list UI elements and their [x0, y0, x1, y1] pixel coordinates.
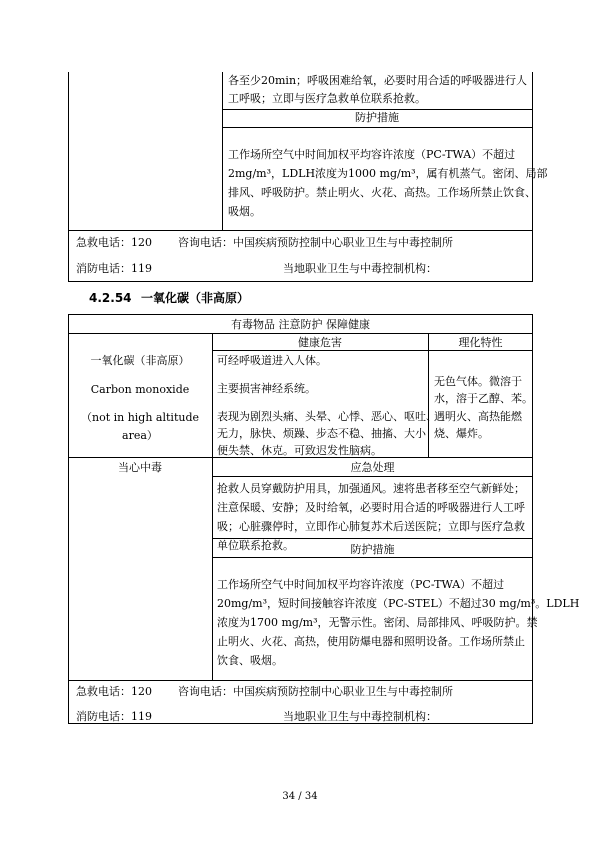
top-protection-line-3: 排风、呼吸防护。禁止明火、火花、高热。工作场所禁止饮食、 — [228, 186, 536, 199]
top-emergency-line-1: 各至少20min；呼吸困难给氧，必要时用合适的呼吸器进行人 — [228, 74, 528, 87]
top-footer-emergency: 急救电话：120 — [76, 236, 152, 249]
health-hazard-header: 健康危害 — [298, 336, 342, 349]
protection-line-4: 止明火、火花、高热，使用防爆电器和照明设备。工作场所禁止 — [217, 635, 525, 648]
emergency-header-rule — [212, 476, 533, 477]
protection-line-3: 浓度为1700 mg/m³，无警示性。密闭、局部排风、呼吸防护。禁 — [217, 616, 538, 629]
card-footer-consult: 咨询电话：中国疾病预防控制中心职业卫生与中毒控制所 — [178, 685, 453, 698]
health-route: 可经呼吸道进入人体。 — [217, 354, 327, 367]
top-emergency-line-2: 工呼吸；立即与医疗急救单位联系抢救。 — [228, 92, 426, 105]
emergency-header: 应急处理 — [350, 461, 395, 474]
emergency-line-4: 单位联系抢救。 — [217, 539, 294, 552]
top-footer-fire: 消防电话：119 — [76, 262, 152, 275]
substance-name-zh: 一氧化碳（非高原） — [90, 354, 190, 367]
warning-label: 当心中毒 — [118, 461, 162, 474]
top-protection-header: 防护措施 — [355, 111, 399, 124]
top-protection-header-rule — [222, 127, 532, 128]
top-footer-consult: 咨询电话：中国疾病预防控制中心职业卫生与中毒控制所 — [178, 236, 453, 249]
substance-name-en-note-1: （not in high altitude — [80, 411, 200, 424]
top-table-inner-divider — [222, 72, 223, 230]
section-number: 4.2.54 — [89, 291, 132, 305]
health-symptoms-2: 无力，脉快、烦躁、步态不稳、抽搐、大小 — [217, 427, 426, 440]
protection-header: 防护措施 — [350, 543, 395, 556]
top-footer-rule — [68, 230, 533, 231]
card-footer-local: 当地职业卫生与中毒控制机构： — [283, 710, 437, 723]
health-symptoms-1: 表现为剧烈头痛、头晕、心悸、恶心、呕吐、 — [217, 410, 437, 423]
emergency-line-1: 抢救人员穿戴防护用具，加强通风。速将患者移至空气新鲜处； — [217, 482, 525, 495]
physicochemical-header: 理化特性 — [458, 336, 503, 349]
top-protection-line-4: 吸烟。 — [228, 205, 261, 218]
protection-line-2: 20mg/m³，短时间接触容许浓度（PC-STEL）不超过30 mg/m³。LDLH — [217, 597, 580, 610]
health-target: 主要损害神经系统。 — [217, 382, 316, 395]
protection-line-5: 饮食、吸烟。 — [217, 654, 283, 667]
card-warning-slogan: 有毒物品 注意防护 保障健康 — [231, 318, 370, 331]
substance-name-en: Carbon monoxide — [90, 383, 190, 396]
substance-name-en-note-2: area） — [122, 429, 158, 442]
protection-header-rule — [212, 557, 533, 558]
card-footer-fire: 消防电话：119 — [76, 710, 152, 723]
top-protection-line-1: 工作场所空气中时间加权平均容许浓度（PC-TWA）不超过 — [228, 148, 516, 161]
props-line-2: 水，溶于乙醇、苯。 — [434, 392, 533, 405]
props-line-4: 烧、爆炸。 — [434, 427, 489, 440]
section-title: 一氧化碳（非高原） — [141, 291, 250, 305]
emergency-line-3: 吸；心脏骤停时，立即作心肺复苏术后送医院；立即与医疗急救 — [217, 520, 525, 533]
props-line-1: 无色气体。微溶于 — [434, 375, 522, 388]
health-symptoms-3: 便失禁、休克。可致迟发性脑病。 — [217, 444, 382, 457]
card-name-divider — [212, 333, 213, 680]
page-number: 34 / 34 — [282, 791, 318, 802]
card-footer-rule — [68, 680, 533, 681]
emergency-line-2: 注意保暖、安静；及时给氧，必要时用合适的呼吸器进行人工呼 — [217, 501, 525, 514]
top-protection-line-2: 2mg/m³，LDLH浓度为1000 mg/m³，属有机蒸气。密闭、局部 — [228, 167, 548, 180]
props-line-3: 遇明火、高热能燃 — [434, 410, 522, 423]
protection-top-rule — [212, 538, 533, 539]
card-footer-emergency: 急救电话：120 — [76, 685, 152, 698]
top-bottom-rule — [68, 281, 533, 282]
protection-line-1: 工作场所空气中时间加权平均容许浓度（PC-TWA）不超过 — [217, 578, 505, 591]
top-table-left-border — [68, 72, 69, 282]
top-footer-local: 当地职业卫生与中毒控制机构： — [283, 262, 437, 275]
